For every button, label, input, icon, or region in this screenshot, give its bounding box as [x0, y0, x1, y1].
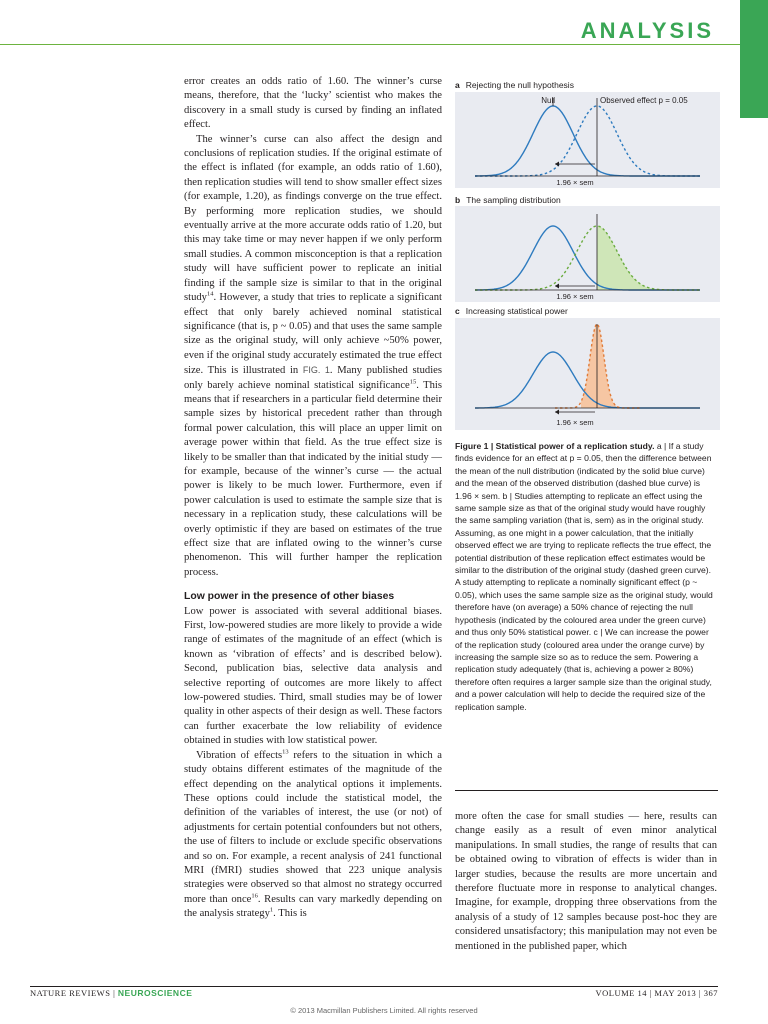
issue-info: VOLUME 14 | MAY 2013 | 367	[595, 988, 718, 998]
panel-b-figure	[455, 206, 720, 302]
paragraph-1: error creates an odds ratio of 1.60. The winner’s curse means, therefore, that the ‘lucky’ scientist who makes the discovery in a small study is cursed by finding an inflated effect.	[184, 76, 442, 131]
panel-a-background	[455, 92, 720, 188]
section-subheading: Low power in the presence of other biases	[184, 591, 395, 603]
journal-name: NATURE REVIEWS | NEUROSCIENCE	[30, 988, 193, 998]
paragraph-2: The winner’s curse can also affect the design and conclusions of replication studies. If the original estimate of the effect is inflated (for example, an odds ratio of 1.60), then replication studies will tend to show smaller effect sizes (for example, 1.20), as findings converge on the true effect. By performing more replication studies, we should eventually arrive at the more accurate odds ratio of 1.20, but this may take time or may never happen if we only perform small studies. A common misconception is that a replication study will have sufficient power to replicate an initial finding if the sample size is similar to that in the original study$^{14}$. However, a study that tries to replicate a significant effect that only barely achieved nominal statistical significance (that is, p ~ 0.05) and that uses the same sample size as the original study, will only achieve ~50% power, even if the original study accurately estimated the true effect size. This is illustrated in FIG. 1. Many published studies only barely achieve nominal statistical significance$^{15}$. This means that if researchers in a particular field determine their sample sizes by historical precedent rather than through formal power calculation, this will place an upper limit on average power within that field. As the true effect size is likely to be smaller than that indicated by the initial study — for example, because of the winner’s curse — the actual power is likely to be much lower. Furthermore, even if power calculation is used to estimate the sample size that is necessary in a replication study, these calculations will be overly optimistic if they are based on estimates of the true effect size that are inflated owing to the winner’s curse phenomenon. This will further hamper the replication process.	[184, 133, 442, 578]
panel-c-figure	[455, 318, 720, 430]
reference-15[interactable]: 15	[409, 378, 417, 385]
caption-rule	[455, 790, 718, 791]
figure-1-link[interactable]: FIG. 1	[302, 365, 330, 376]
reference-1[interactable]: 1	[269, 906, 274, 914]
observed-effect-label: Observed effect p = 0.05	[600, 96, 688, 105]
reference-13[interactable]: 13	[282, 748, 289, 756]
panel-b-title: b The sampling distribution	[455, 195, 561, 205]
panel-c-title: c Increasing statistical power	[455, 306, 568, 316]
copyright-notice: © 2013 Macmillan Publishers Limited. All rights reserved	[290, 1006, 478, 1015]
reference-14[interactable]: 14	[206, 290, 214, 298]
panel-a-figure	[455, 92, 720, 188]
panel-b-background	[455, 206, 720, 302]
left-column	[184, 75, 442, 922]
panel-b-sem-label: 1.96 × sem	[556, 292, 594, 301]
section-tab	[740, 0, 768, 118]
panel-a-title: a Rejecting the null hypothesis	[455, 80, 574, 90]
section-title: ANALYSIS	[580, 18, 714, 43]
paragraph-3: Low power is associated with several additional biases. First, low-powered studies are more likely to provide a wide range of estimates of the magnitude of an effect (which is known as ‘vibration of effects’ and is described below). Second, publication bias, selective data analysis and selective reporting of outcomes are more likely to affect low-powered studies. Third, small studies may be of lower quality in other aspects of their design as well. These factors can further exacerbate the low reliability of evidence obtained in studies with low statistical power.	[184, 605, 442, 747]
reference-16[interactable]: 16	[251, 892, 258, 900]
null-label: Null	[541, 96, 555, 105]
footer-rule	[30, 986, 718, 987]
paragraph-4: Vibration of effects$^{13}$ refers to the situation in which a study obtains different estimates of the magnitude of the effect depending on the analytical options it implements. These options could include the statistical model, the definition of the variables of interest, the use (or not) of adjustments for certain potential confounders but not others, the use of filters to include or exclude specific observations and so on. For example, a recent analysis of 241 functional MRI (fMRI) studies showed that 223 unique analysis strategies were observed so that almost no strategy occurred more than once$^{16}$. Results can vary markedly depending on the analysis strategy$^1$. This is	[184, 748, 442, 920]
panel-a-sem-label: 1.96 × sem	[556, 178, 594, 187]
panel-c-sem-label: 1.96 × sem	[556, 418, 594, 427]
caption-body: a | If a study finds evidence for an effect at p = 0.05, then the difference between the mean of the null distribution (indicated by the solid blue curve) and the mean of the observed distribution (dashed blue curve) is 1.96 × sem. b | Studies attempting to replicate an effect using the same sample size as that of the original study would have roughly the same sampling variation (that is, sem) as in the original study. Assuming, as one might in a power calculation, that the initially observed effect we are trying to replicate reflects the true effect, the potential distribution of these replication effect estimates would be similar to the distribution of the original study (dashed green curve). A study attempting to replicate a nominally significant effect (p ~ 0.05), which uses the same sample size as the original study, would therefore have (on average) a 50% chance of rejecting the null hypothesis (indicated by the coloured area under the green curve) and thus only 50% statistical power. c | We can increase the power of the replication study (coloured area under the orange curve) by increasing the sample size so as to reduce the sem. Powering a replication study adequately (that is, achieving a power ≥ 80%) therefore often requires a larger sample size than the original study, and a power calculation will help to decide the required size of the replication sample.	[455, 441, 713, 712]
paragraph-5: more often the case for small studies — here, results can change easily as a result of even minor analytical manipulations. In small studies, the range of results that can be obtained owing to vibration of effects is wider than in larger studies, because the results are more uncertain and therefore fluctuate more in response to analytical changes. Imagine, for example, dropping three observations from the analysis of a study of 12 samples because post-hoc they are considered unsatisfactory; this manipulation may not even be mentioned in the published paper, which	[455, 811, 717, 952]
figure-caption	[455, 440, 718, 713]
right-column	[455, 810, 717, 954]
caption-title: Figure 1 | Statistical power of a replication study.	[455, 441, 655, 451]
header-rule	[0, 44, 740, 45]
